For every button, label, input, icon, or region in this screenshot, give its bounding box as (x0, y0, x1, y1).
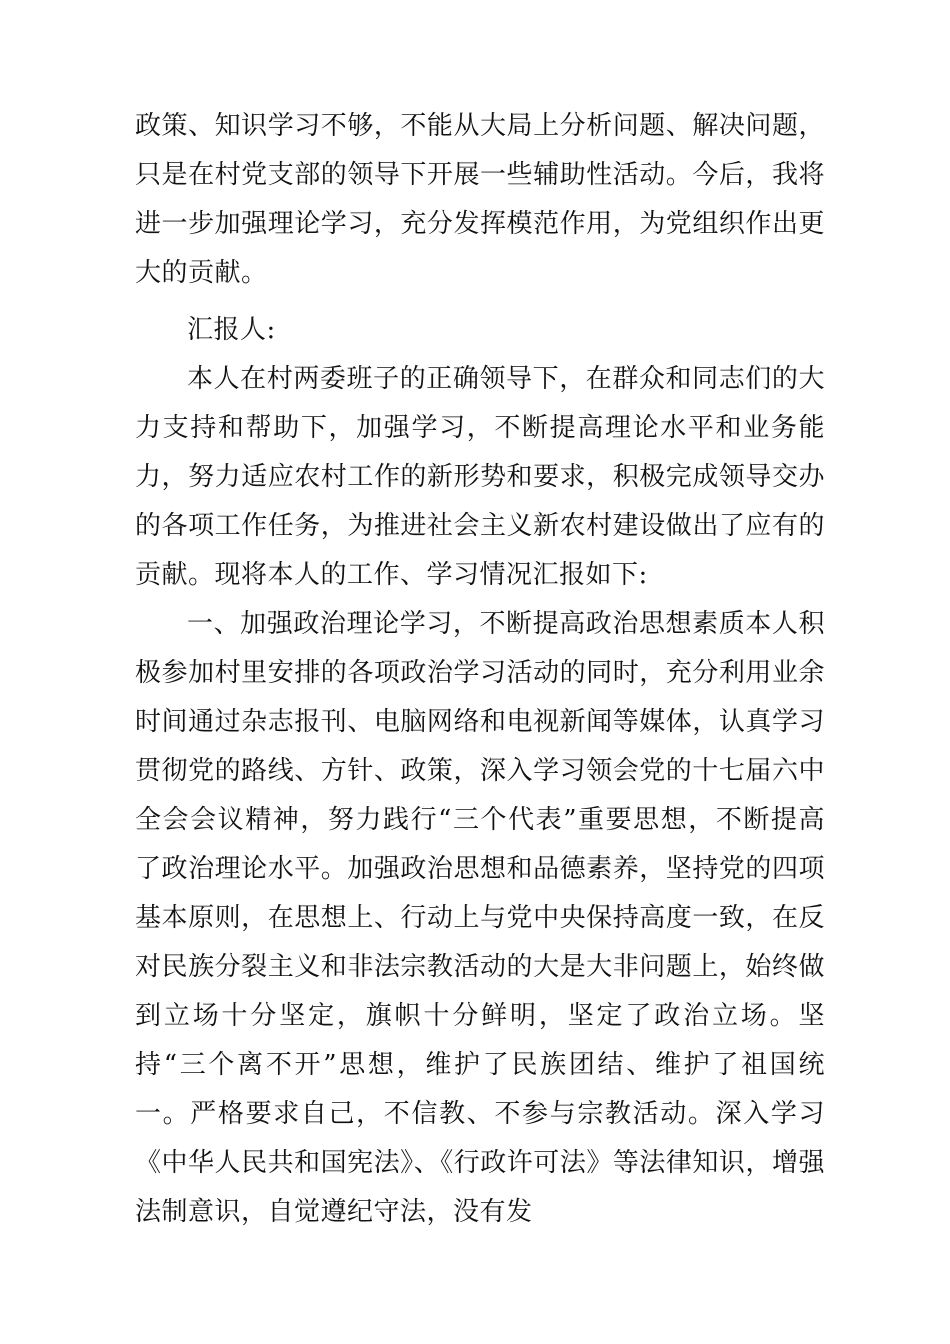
reporter-label: 汇报人: (187, 315, 276, 345)
paragraph-section-one: 一、加强政治理论学习，不断提高政治思想素质本人积极参加村里安排的各项政治学习活动的同时，充分利用业余时间通过杂志报刊、电脑网络和电视新闻等媒体，认真学习贯彻党的路线、方针、政策，深入学习领会党的十七届六中全会会议精神，努力践行“三个代表”重要思想，不断提高了政治理论水平。加强政治思想和品德素养，坚持党的四项基本原则，在思想上、行动上与党中央保持高度一致，在反对民族分裂主义和非法宗教活动的大是大非问题上，始终做到立场十分坚定，旗帜十分鲜明，坚定了政治立场。坚持“三个离不开”思想，维护了民族团结、维护了祖国统一。严格要求自己，不信教、不参与宗教活动。深入学习《中华人民共和国宪法》、《行政许可法》等法律知识，增强法制意识，自觉遵纪守法，没有发 (135, 609, 825, 1227)
paragraph-intro: 本人在村两委班子的正确领导下，在群众和同志们的大力支持和帮助下，加强学习，不断提高理论水平和业务能力，努力适应农村工作的新形势和要求，积极完成领导交办的各项工作任务，为推进社会主义新农村建设做出了应有的贡献。现将本人的工作、学习情况汇报如下: (135, 364, 825, 590)
document-body (135, 102, 825, 1237)
paragraph-continuation: 政策、知识学习不够，不能从大局上分析问题、解决问题，只是在村党支部的领导下开展一些辅助性活动。今后，我将进一步加强理论学习，充分发挥模范作用，为党组织作出更大的贡献。 (135, 111, 825, 288)
